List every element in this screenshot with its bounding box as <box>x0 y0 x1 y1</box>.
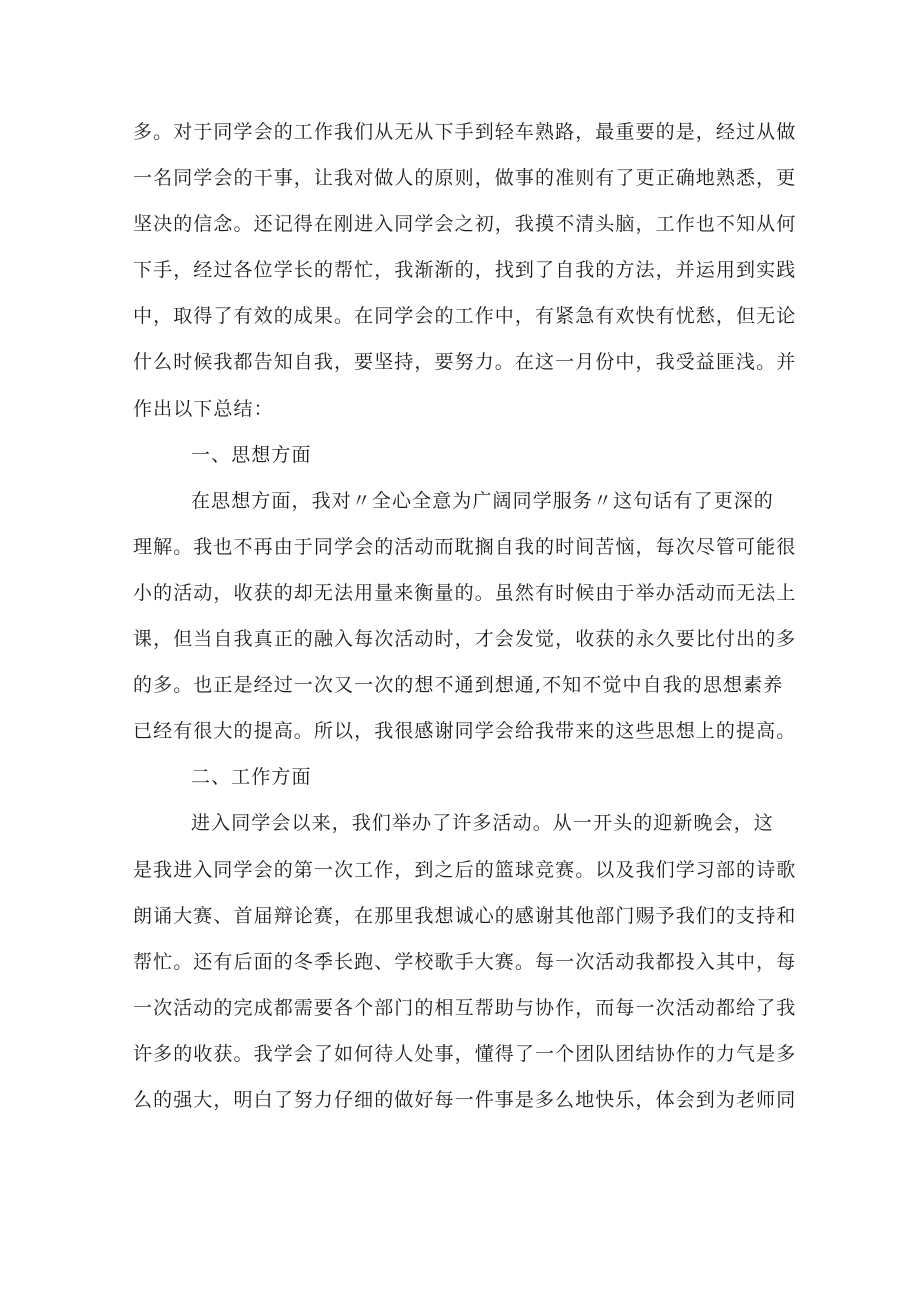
text-line: 的多。也正是经过一次又一次的想不通到想通,不知不觉中自我的思想素养 <box>133 674 784 697</box>
text-line: 作出以下总结： <box>133 397 274 420</box>
section-heading: 一、思想方面 <box>191 443 312 466</box>
text-line: 是我进入同学会的第一次工作，到之后的篮球竞赛。以及我们学习部的诗歌 <box>133 858 797 881</box>
text-line: 下手，经过各位学长的帮忙，我渐渐的，找到了自我的方法，并运用到实践 <box>133 259 797 282</box>
text-line: 课，但当自我真正的融入每次活动时，才会发觉，收获的永久要比付出的多 <box>133 628 797 651</box>
text-line: 一名同学会的干事，让我对做人的原则，做事的准则有了更正确地熟悉，更 <box>133 167 797 190</box>
text-line: 帮忙。还有后面的冬季长跑、学校歌手大赛。每一次活动我都投入其中，每 <box>133 950 797 973</box>
text-line: 理解。我也不再由于同学会的活动而耽搁自我的时间苦恼，每次尽管可能很 <box>133 535 797 558</box>
text-line: 坚决的信念。还记得在刚进入同学会之初，我摸不清头脑，工作也不知从何 <box>133 213 797 236</box>
text-line: 一次活动的完成都需要各个部门的相互帮助与协作，而每一次活动都给了我 <box>133 996 797 1019</box>
text-line: 中，取得了有效的成果。在同学会的工作中，有紧急有欢快有忧愁，但无论 <box>133 305 797 328</box>
text-line: 小的活动，收获的却无法用量来衡量的。虽然有时候由于举办活动而无法上 <box>133 581 797 604</box>
text-line: 进入同学会以来，我们举办了许多活动。从一开头的迎新晚会，这 <box>191 812 774 835</box>
text-line: 已经有很大的提高。所以，我很感谢同学会给我带来的这些思想上的提高。 <box>133 720 797 743</box>
text-line: 许多的收获。我学会了如何待人处事，懂得了一个团队团结协作的力气是多 <box>133 1042 797 1065</box>
text-line: 多。对于同学会的工作我们从无从下手到轻车熟路，最重要的是，经过从做 <box>133 121 797 143</box>
text-line: 在思想方面，我对〃全心全意为广阔同学服务〃这句话有了更深的 <box>191 489 774 512</box>
text-line: 什么时候我都告知自我，要坚持，要努力。在这一月份中，我受益匪浅。并 <box>133 351 797 374</box>
section-heading: 二、工作方面 <box>191 766 312 789</box>
text-line: 朗诵大赛、首届辩论赛，在那里我想诚心的感谢其他部门赐予我们的支持和 <box>133 904 797 927</box>
text-line: 么的强大，明白了努力仔细的做好每一件事是多么地快乐，体会到为老师同 <box>133 1088 797 1111</box>
document-body <box>133 109 813 1123</box>
